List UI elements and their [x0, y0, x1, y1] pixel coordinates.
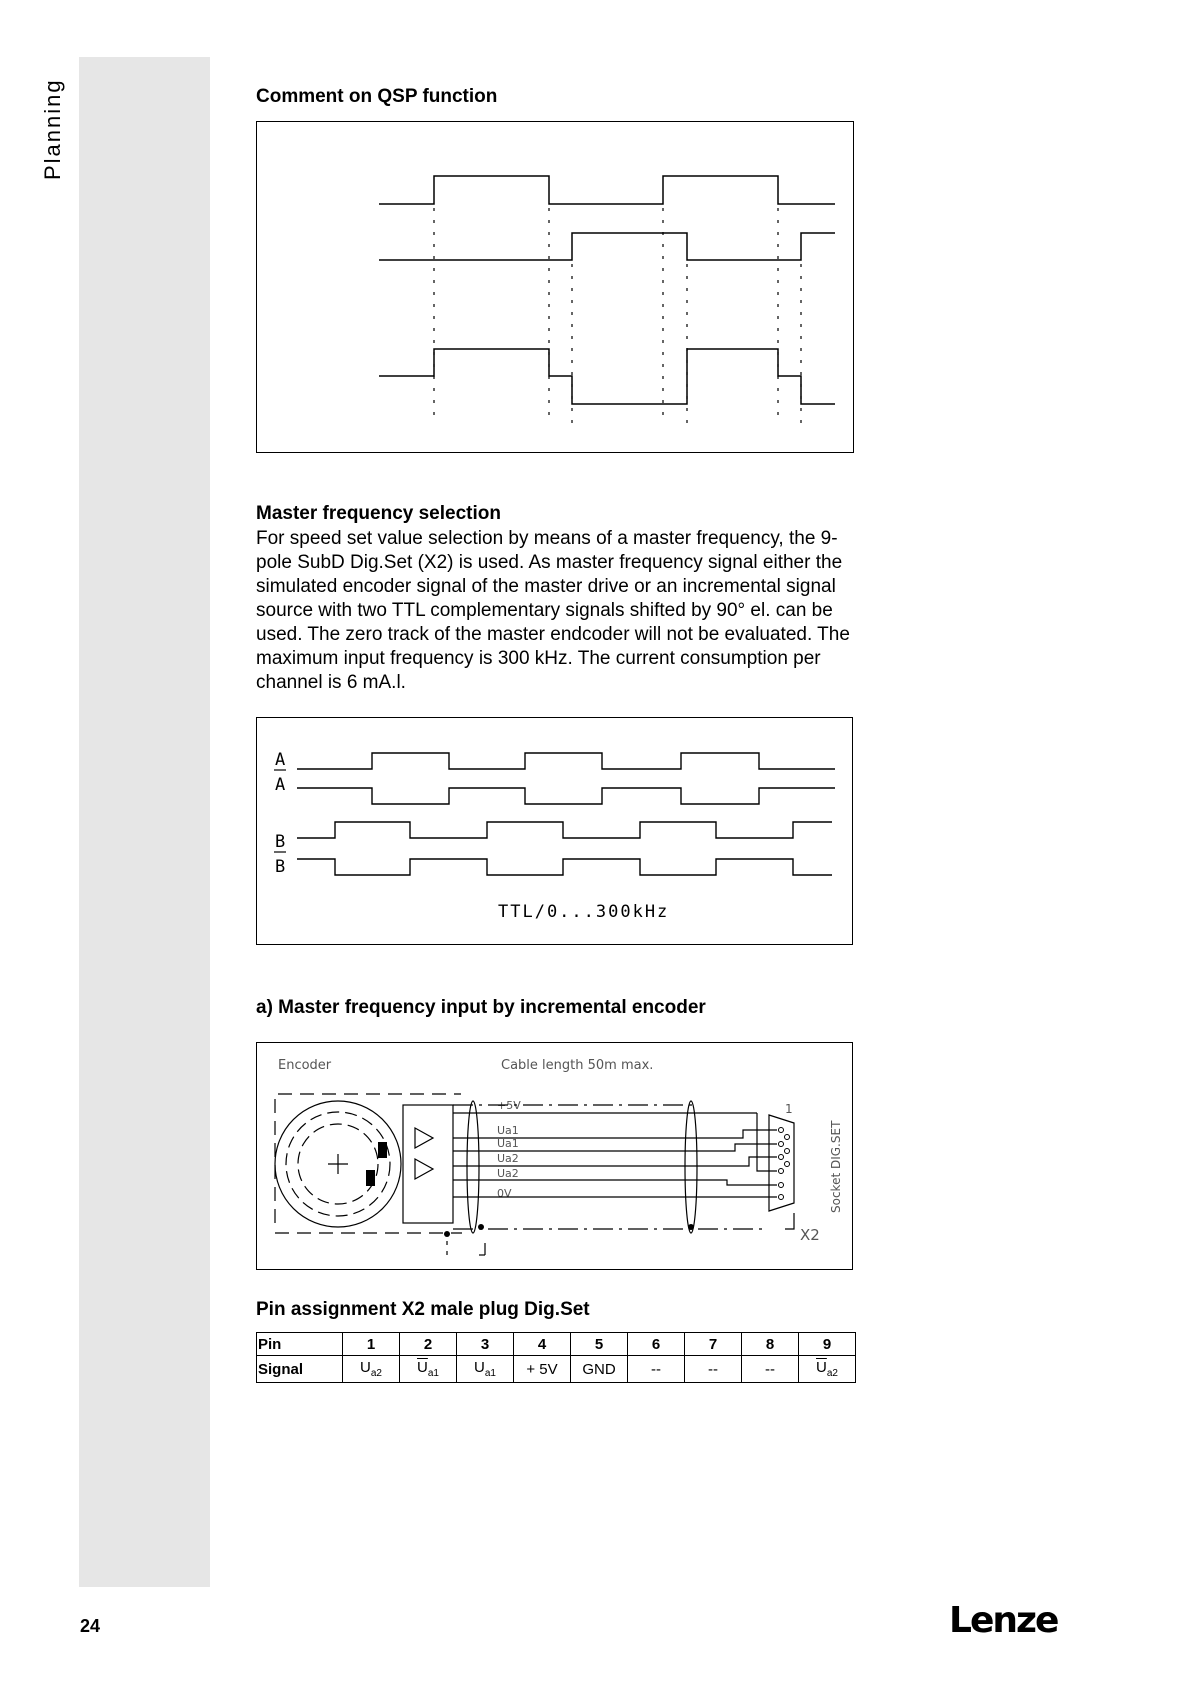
pin-number: 7	[685, 1333, 742, 1356]
qsp-trace-2	[379, 233, 835, 260]
signal-cell: + 5V	[514, 1356, 571, 1383]
master-description: For speed set value selection by means of a master frequency, the 9-pole SubD Dig.Set (X2) is used. As master frequency signal either the simulated encoder signal of the master drive or an incremental signal source with two TTL complementary signals shifted by 90° el. can be used. The zero track of the master endcoder will not be evaluated. The maximum input frequency is 300 kHz. The current consumption per channel is 6 mA.l.	[256, 528, 850, 693]
header-pin-label: Pin	[257, 1333, 343, 1356]
encoder-wiring-diagram	[256, 1042, 853, 1270]
encoder-label: Encoder	[278, 1058, 332, 1073]
signal-a	[297, 753, 835, 769]
signal-a-bar	[297, 788, 835, 804]
pin-number: 2	[400, 1333, 457, 1356]
signal-b	[297, 822, 832, 838]
ttl-signal-diagram	[256, 717, 853, 945]
qsp-trace-3	[379, 349, 835, 404]
qsp-timing-diagram	[256, 121, 854, 453]
encoder-section-title: a) Master frequency input by incremental encoder	[256, 997, 706, 1018]
wire-label-ua2-bar: Ua2	[497, 1167, 519, 1180]
pin-number: 5	[571, 1333, 628, 1356]
signal-cell: --	[628, 1356, 685, 1383]
pin-assignment-table	[256, 1332, 856, 1383]
section-tab: Planning	[40, 78, 65, 180]
pin-one-label: 1	[785, 1102, 793, 1116]
signal-cell: --	[742, 1356, 799, 1383]
label-a-bar: A	[275, 775, 286, 795]
qsp-trace-1	[379, 176, 835, 204]
ttl-caption: TTL/0...300kHz	[498, 902, 670, 922]
signal-cell: GND	[571, 1356, 628, 1383]
socket-label: Socket DIG.SET	[829, 1120, 843, 1213]
connector-label: X2	[800, 1226, 820, 1244]
label-a: A	[275, 750, 286, 770]
signal-cell: --	[685, 1356, 742, 1383]
wire-label-5v: +5V	[497, 1099, 521, 1112]
signal-cell: $\overline{U}_{a2}$	[799, 1356, 856, 1383]
master-title: Master frequency selection	[256, 503, 501, 524]
pin-number: 1	[343, 1333, 400, 1356]
wire-label-0v: 0V	[497, 1187, 512, 1200]
wire-label-ua1: Ua1	[497, 1124, 519, 1137]
signal-b-bar	[297, 859, 832, 875]
label-b-bar: B	[275, 857, 286, 877]
signal-row-label: Signal	[257, 1356, 343, 1383]
wire-label-ua2: Ua2	[497, 1152, 519, 1165]
pin-number: 6	[628, 1333, 685, 1356]
cable-label: Cable length 50m max.	[501, 1058, 654, 1073]
brand-logo: Lenze	[949, 1600, 1058, 1641]
pin-number: 3	[457, 1333, 514, 1356]
signal-cell: $\overline{U}_{a1}$	[400, 1356, 457, 1383]
pin-table-title: Pin assignment X2 male plug Dig.Set	[256, 1299, 590, 1320]
signal-cell: $U_{a1}$	[457, 1356, 514, 1383]
pin-number: 4	[514, 1333, 571, 1356]
label-b: B	[275, 832, 286, 852]
pin-number: 9	[799, 1333, 856, 1356]
table-row	[257, 1356, 856, 1383]
page-number: 24	[80, 1616, 101, 1636]
signal-cell: $U_{a2}$	[343, 1356, 400, 1383]
pin-number: 8	[742, 1333, 799, 1356]
sidebar-band	[79, 57, 210, 1587]
table-row	[257, 1333, 856, 1356]
qsp-title: Comment on QSP function	[256, 86, 498, 107]
wire-label-ua1-bar: Ua1	[497, 1137, 519, 1150]
